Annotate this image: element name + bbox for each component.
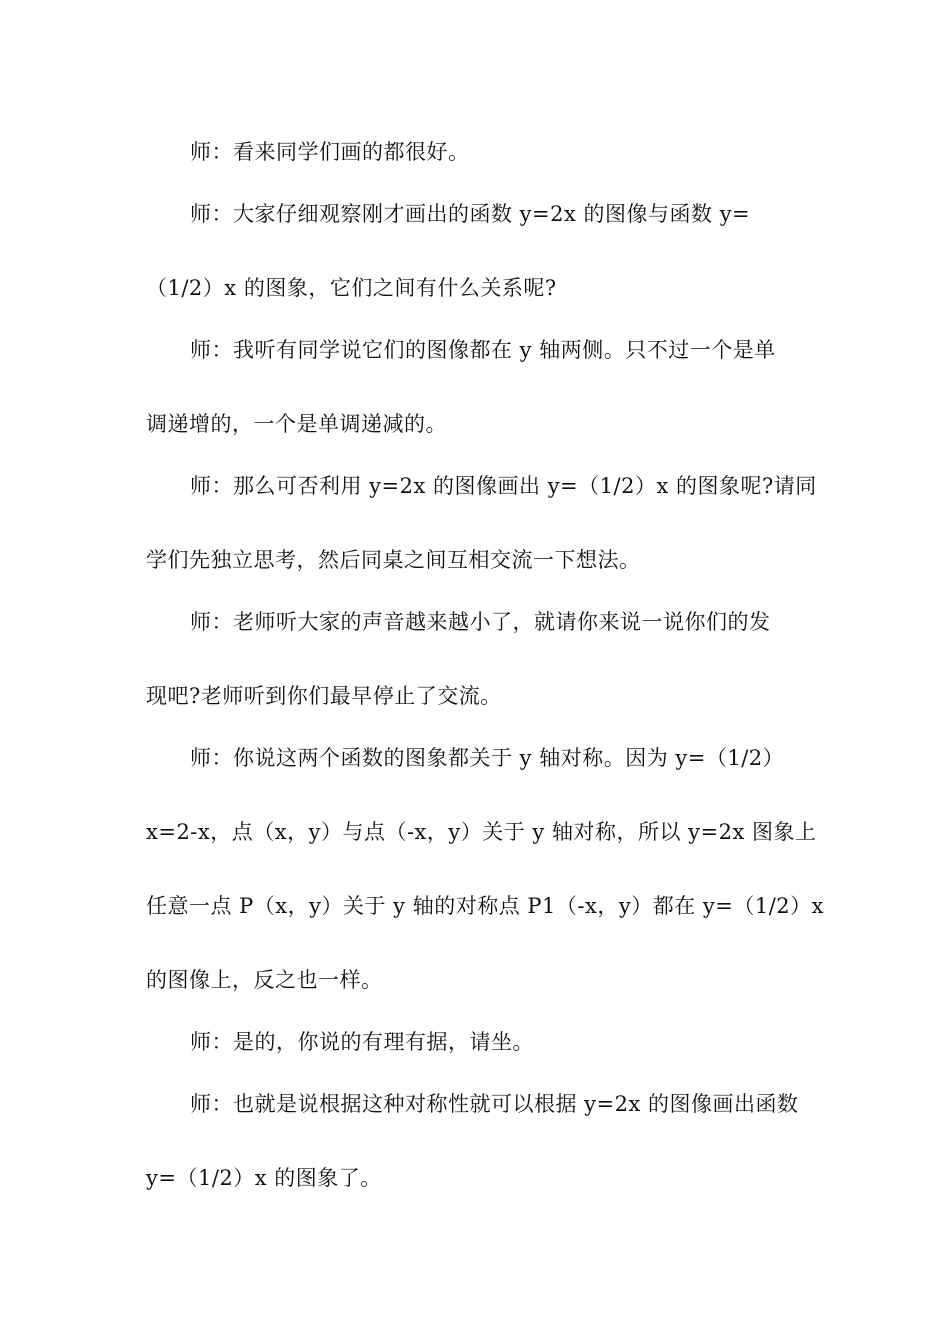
- text-line: 师：我听有同学说它们的图像都在 y 轴两侧。只不过一个是单: [190, 338, 776, 362]
- text-line: 任意一点 P（x，y）关于 y 轴的对称点 P1（-x，y）都在 y=（1/2）x: [146, 894, 824, 918]
- text-line: 调递增的，一个是单调递减的。: [146, 412, 447, 436]
- text-line: 学们先独立思考，然后同桌之间互相交流一下想法。: [146, 548, 641, 572]
- text-line: y=（1/2）x 的图象了。: [146, 1166, 382, 1190]
- text-line: 师：那么可否利用 y=2x 的图像画出 y=（1/2）x 的图象呢?请同: [190, 474, 817, 498]
- text-line: 师：也就是说根据这种对称性就可以根据 y=2x 的图像画出函数: [190, 1092, 799, 1116]
- text-line: x=2-x，点（x，y）与点（-x，y）关于 y 轴对称，所以 y=2x 图象上: [146, 820, 817, 844]
- text-line: （1/2）x 的图象，它们之间有什么关系呢?: [146, 276, 557, 300]
- text-line: 的图像上，反之也一样。: [146, 968, 383, 992]
- text-line: 师：是的，你说的有理有据，请坐。: [190, 1030, 534, 1054]
- text-line: 师：看来同学们画的都很好。: [190, 140, 470, 164]
- text-line: 师：老师听大家的声音越来越小了，就请你来说一说你们的发: [190, 610, 771, 634]
- text-line: 师：你说这两个函数的图象都关于 y 轴对称。因为 y=（1/2）: [190, 746, 785, 770]
- text-line: 师：大家仔细观察刚才画出的函数 y=2x 的图像与函数 y=: [190, 202, 751, 226]
- text-line: 现吧?老师听到你们最早停止了交流。: [146, 684, 502, 708]
